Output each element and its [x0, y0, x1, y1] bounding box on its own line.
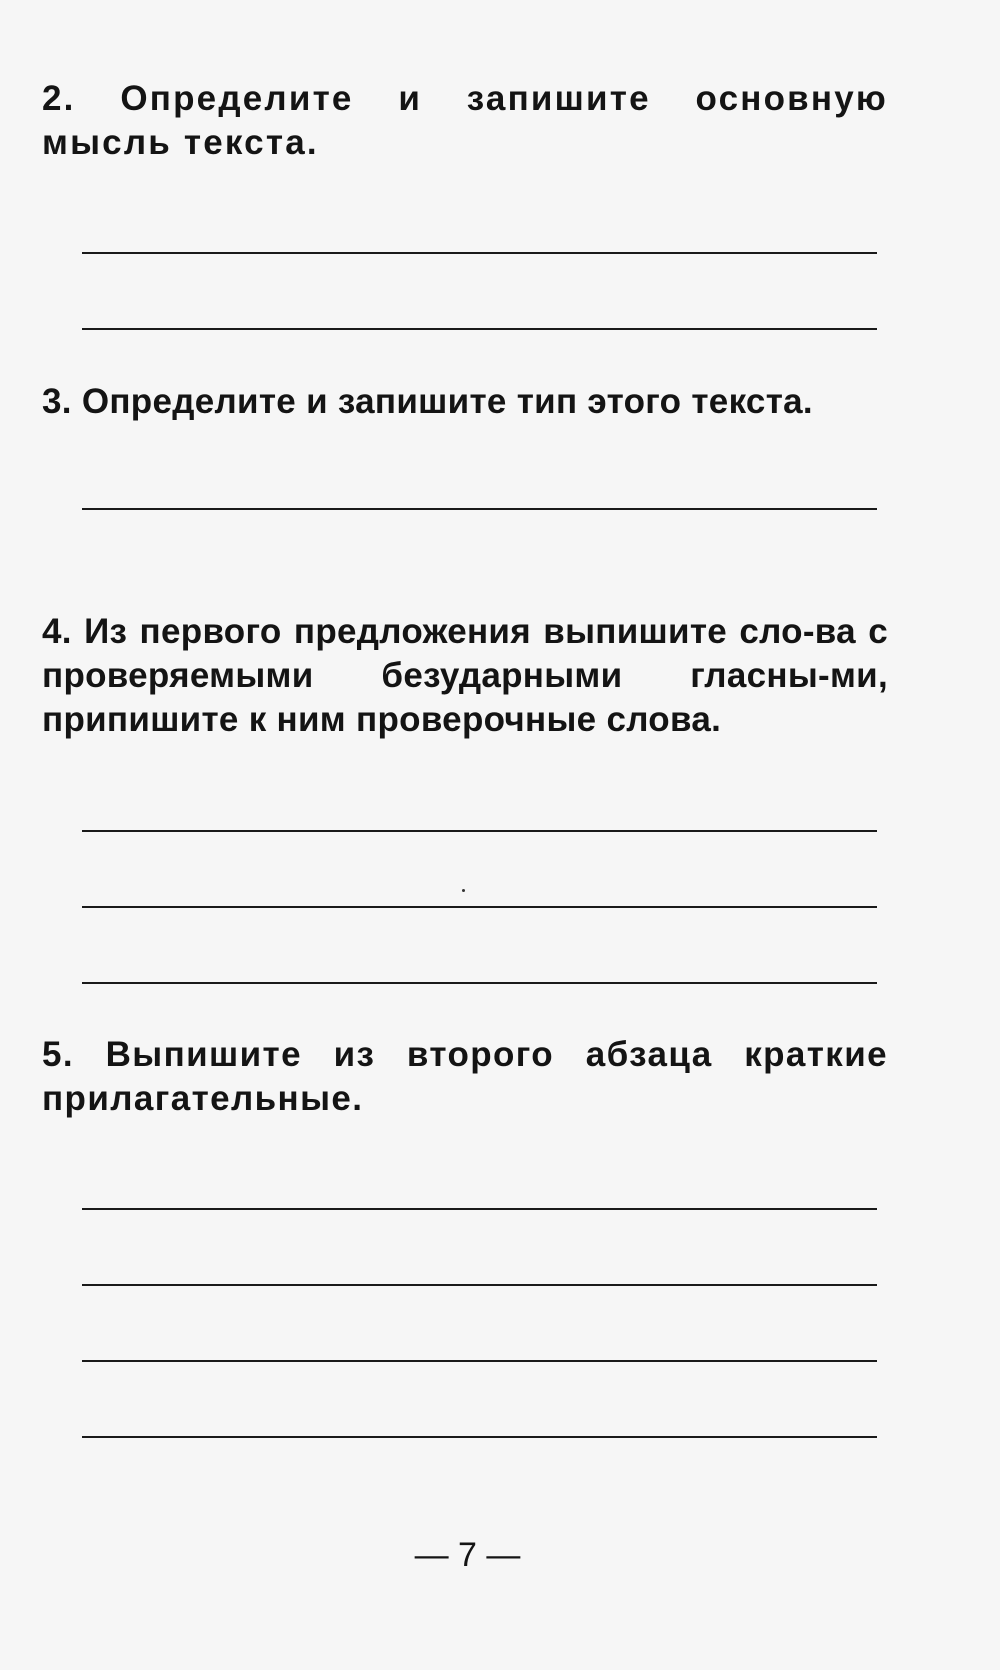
- stray-dot: [462, 889, 465, 892]
- answer-line[interactable]: [82, 982, 877, 984]
- task-5-text: 5. Выпишите из второго абзаца краткие прилагательные.: [42, 1035, 888, 1118]
- answer-line[interactable]: [82, 1284, 877, 1286]
- answer-line[interactable]: [82, 1208, 877, 1210]
- answer-line[interactable]: [82, 830, 877, 832]
- task-4-text: 4. Из первого предложения выпишите сло-ва с проверяемыми безударными гласны-ми, припишите к ним проверочные слова.: [42, 612, 888, 739]
- answer-line[interactable]: [82, 328, 877, 330]
- answer-line[interactable]: [82, 1436, 877, 1438]
- page-number: — 7 —: [414, 1536, 521, 1574]
- answer-line[interactable]: [82, 252, 877, 254]
- task-3-text: 3. Определите и запишите тип этого текста.: [42, 382, 813, 421]
- answer-line[interactable]: [82, 508, 877, 510]
- answer-line[interactable]: [82, 1360, 877, 1362]
- task-2-text: 2. Определите и запишите основную мысль текста.: [42, 79, 888, 162]
- answer-line[interactable]: [82, 906, 877, 908]
